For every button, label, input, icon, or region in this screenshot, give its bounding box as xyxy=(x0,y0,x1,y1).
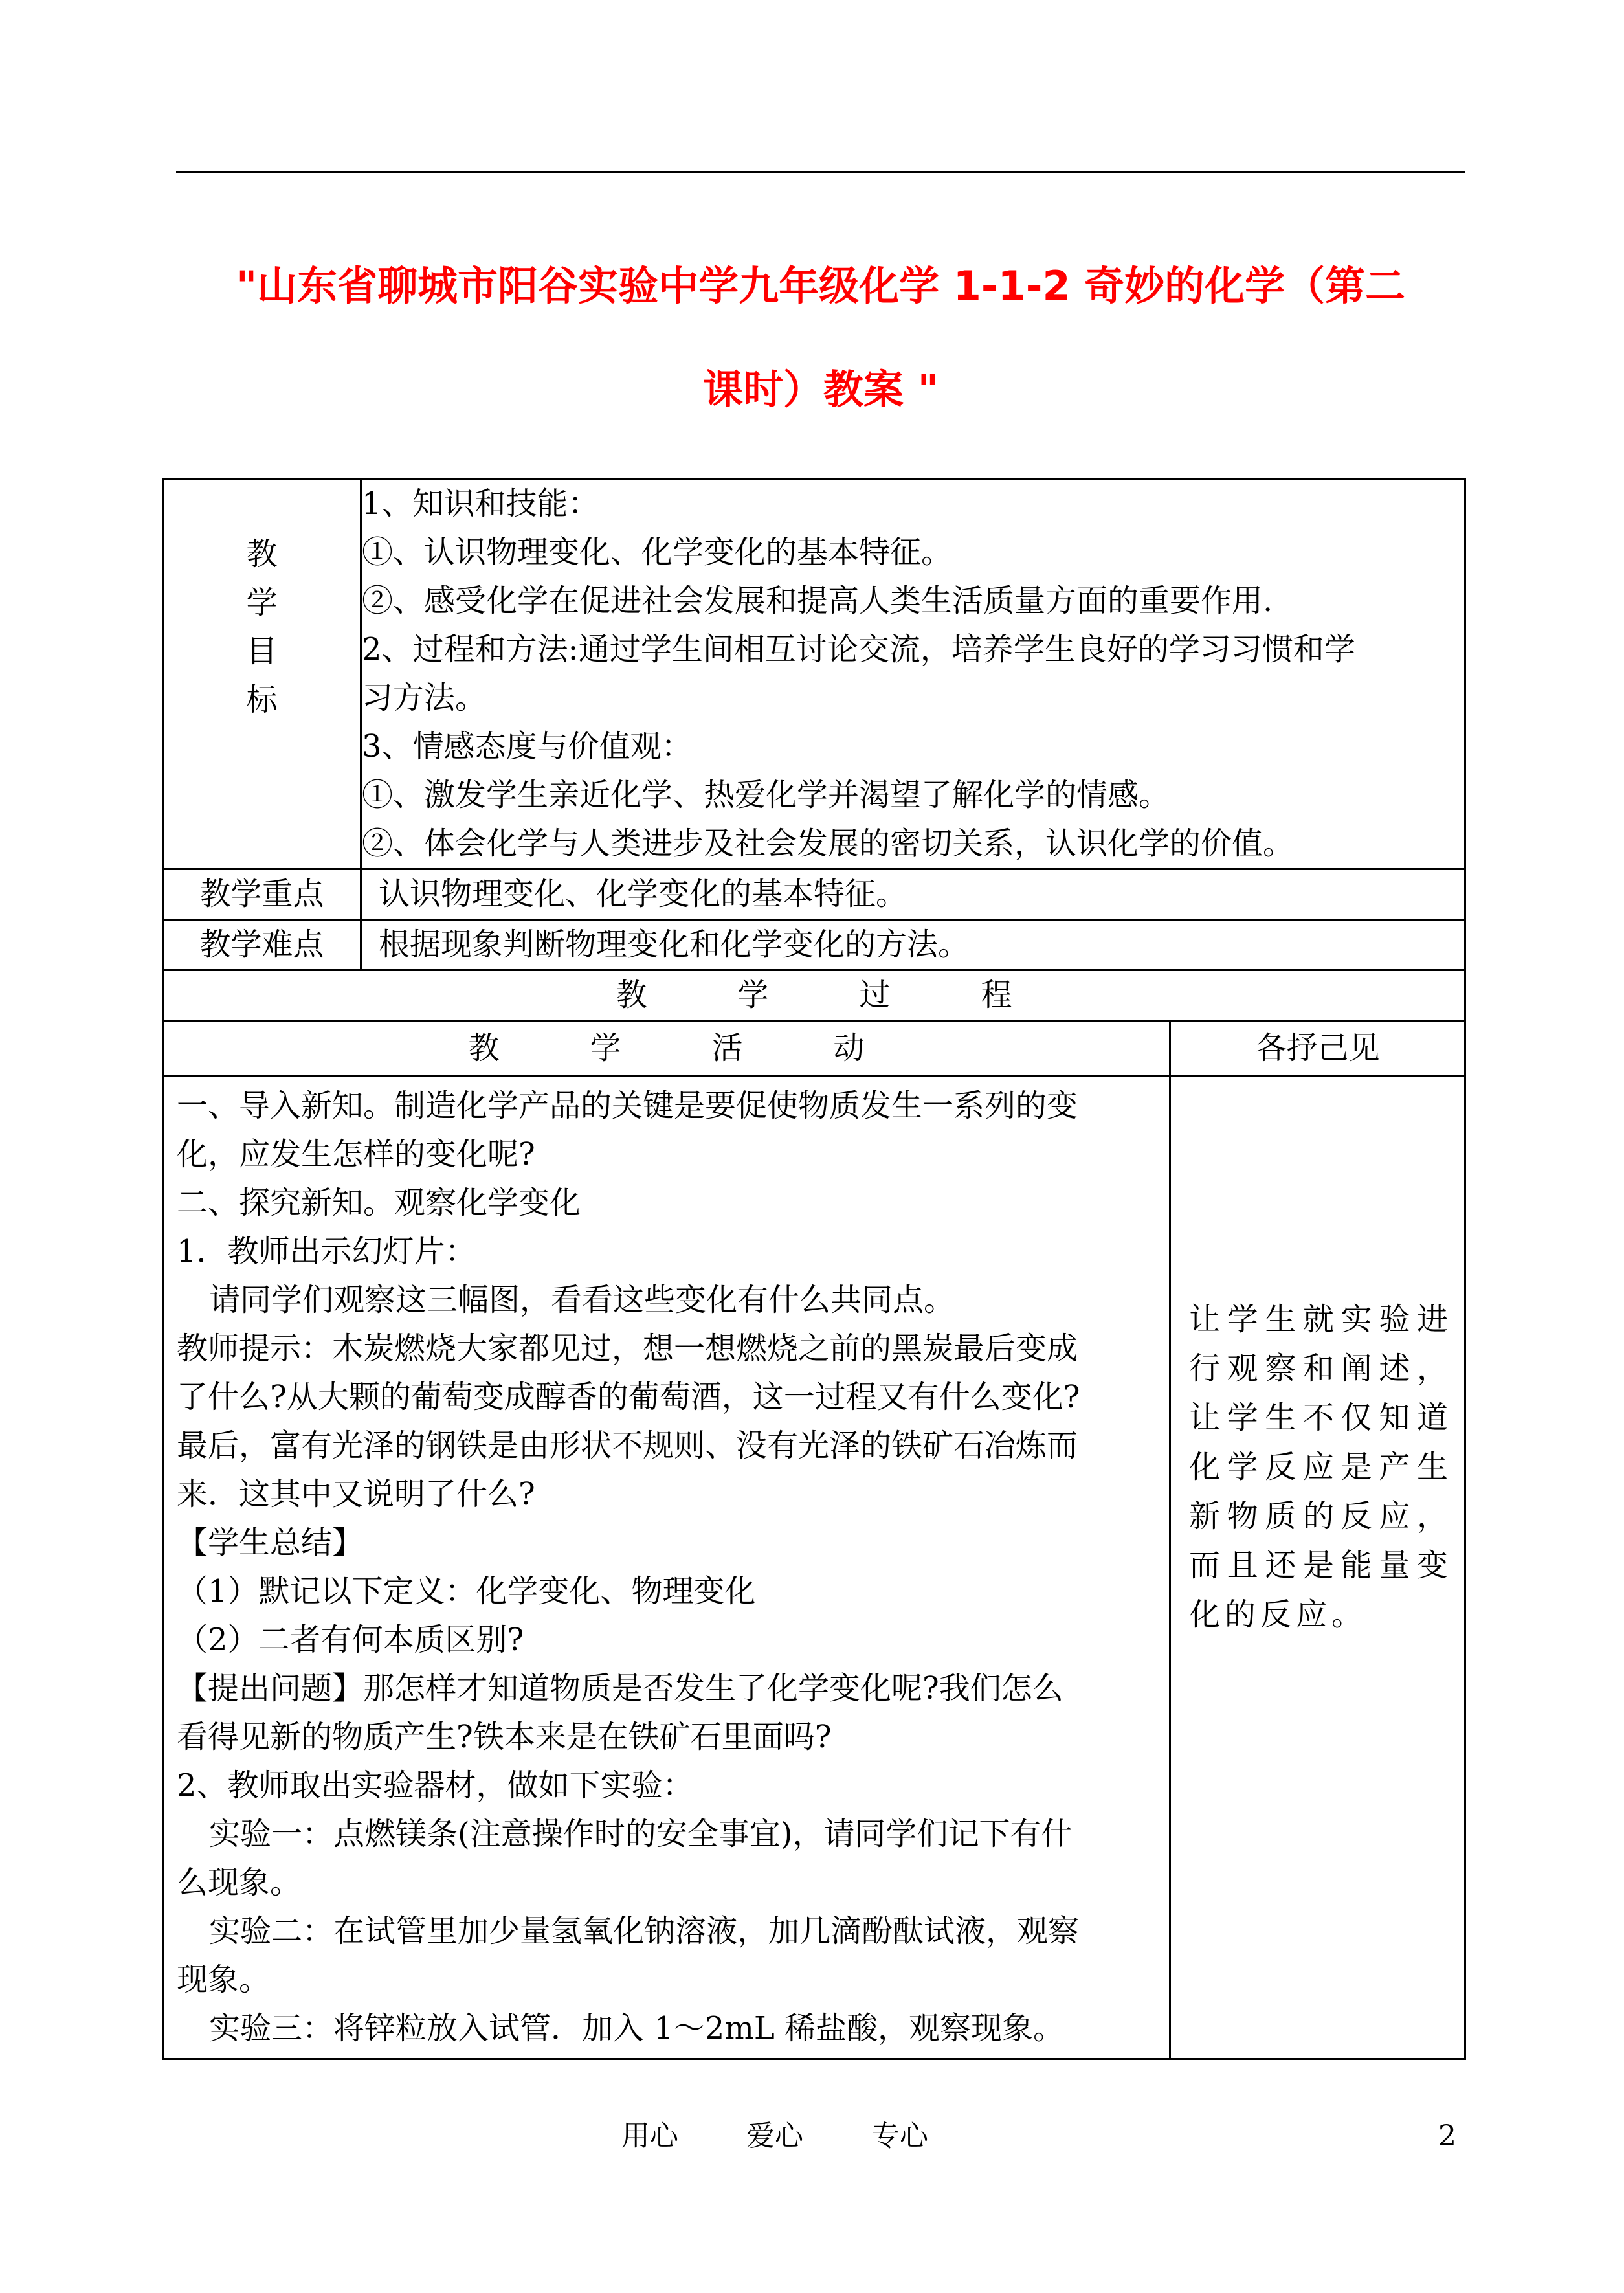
activity-header-char: 教 xyxy=(468,1030,500,1066)
goals-label-char: 标 xyxy=(246,682,278,718)
page-footer xyxy=(0,2110,1624,2162)
activity-line: 教师提示：木炭燃烧大家都见过，想一想燃烧之前的黑炭最后变成 xyxy=(177,1330,1078,1367)
activity-line: 实验二：在试管里加少量氢氧化钠溶液，加几滴酚酞试液，观察 xyxy=(209,1913,1080,1949)
activity-line: 看得见新的物质产生?铁本来是在铁矿石里面吗? xyxy=(177,1719,832,1755)
activity-header-char: 活 xyxy=(711,1030,743,1066)
key-point-label: 教学重点 xyxy=(163,869,361,920)
document-title xyxy=(176,234,1465,442)
header-rule xyxy=(176,171,1465,173)
activity-line: 了什么?从大颗的葡萄变成醇香的葡萄酒，这一过程又有什么变化? xyxy=(177,1379,1080,1415)
activity-header-row xyxy=(163,1021,1465,1076)
footer-motto-word: 用心 xyxy=(621,2120,678,2153)
footer-motto-word: 专心 xyxy=(871,2120,928,2153)
opinion-note: 让学生就实验进行观察和阐述，让学生不仅知道化学反应是产生新物质的反应，而且还是能量变化的反应。 xyxy=(1189,1301,1452,1633)
process-header-char: 程 xyxy=(981,977,1012,1013)
goal-line: 习方法。 xyxy=(362,680,487,716)
activity-line: 来．这其中又说明了什么? xyxy=(177,1476,535,1512)
opinion-header: 各抒己见 xyxy=(1170,1021,1465,1076)
goals-label xyxy=(163,479,361,869)
activity-header-char: 动 xyxy=(833,1030,865,1066)
activity-line: 【学生总结】 xyxy=(177,1525,364,1561)
goal-line: ①、认识物理变化、化学变化的基本特征。 xyxy=(362,534,953,570)
activity-line: 实验三：将锌粒放入试管．加入 1～2mL 稀盐酸，观察现象。 xyxy=(209,2010,1064,2046)
goal-line: 2、过程和方法:通过学生间相互讨论交流，培养学生良好的学习习惯和学 xyxy=(362,631,1355,667)
process-header-char: 学 xyxy=(737,977,769,1013)
process-header xyxy=(163,970,1465,1021)
goals-label-char: 教 xyxy=(246,536,278,572)
activity-line: 一、导入新知。制造化学产品的关键是要促使物质发生一系列的变 xyxy=(177,1088,1078,1124)
goals-content xyxy=(361,479,1465,869)
difficult-point-value: 根据现象判断物理变化和化学变化的方法。 xyxy=(361,920,1465,970)
activity-line: 最后，富有光泽的钢铁是由形状不规则、没有光泽的铁矿石冶炼而 xyxy=(177,1427,1078,1464)
goal-line: ②、体会化学与人类进步及社会发展的密切关系，认识化学的价值。 xyxy=(362,825,1295,862)
page-number: 2 xyxy=(1438,2120,1456,2153)
goals-label-char: 学 xyxy=(246,585,278,621)
title-line-2: 课时）教案 " xyxy=(703,366,939,413)
opinion-note-cell xyxy=(1170,1076,1465,2059)
activity-content xyxy=(163,1076,1170,2059)
activity-line: 实验一：点燃镁条(注意操作时的安全事宜)，请同学们记下有什 xyxy=(209,1816,1073,1852)
footer-motto xyxy=(621,2110,996,2162)
activity-line: 请同学们观察这三幅图，看看这些变化有什么共同点。 xyxy=(209,1282,955,1318)
activity-line: （2）二者有何本质区别? xyxy=(177,1622,524,1658)
activity-line: 么现象。 xyxy=(177,1864,302,1901)
process-header-char: 教 xyxy=(616,977,647,1013)
activity-line: 现象。 xyxy=(177,1962,271,1998)
activity-line: 【提出问题】那怎样才知道物质是否发生了化学变化呢?我们怎么 xyxy=(177,1670,1063,1706)
lesson-plan-table xyxy=(162,478,1466,2060)
activity-line: 1．教师出示幻灯片： xyxy=(177,1233,476,1270)
title-line-1: "山东省聊城市阳谷实验中学九年级化学 1-1-2 奇妙的化学（第二 xyxy=(236,262,1406,309)
activity-body-row xyxy=(163,1076,1465,2059)
goal-line: 1、知识和技能： xyxy=(362,486,599,522)
goals-label-char: 目 xyxy=(246,633,278,669)
difficult-point-row xyxy=(163,920,1465,970)
activity-header-char: 学 xyxy=(590,1030,621,1066)
goal-line: ①、激发学生亲近化学、热爱化学并渴望了解化学的情感。 xyxy=(362,777,1170,813)
activity-line: 2、教师取出实验器材，做如下实验： xyxy=(177,1767,694,1804)
key-point-row xyxy=(163,869,1465,920)
goal-line: 3、情感态度与价值观： xyxy=(362,728,693,765)
activity-line: 二、探究新知。观察化学变化 xyxy=(177,1185,581,1221)
difficult-point-label: 教学难点 xyxy=(163,920,361,970)
process-header-row xyxy=(163,970,1465,1021)
goal-line: ②、感受化学在促进社会发展和提高人类生活质量方面的重要作用. xyxy=(362,583,1273,619)
goals-row xyxy=(163,479,1465,869)
key-point-value: 认识物理变化、化学变化的基本特征。 xyxy=(361,869,1465,920)
activity-header xyxy=(163,1021,1170,1076)
process-header-char: 过 xyxy=(859,977,891,1013)
activity-line: （1）默记以下定义：化学变化、物理变化 xyxy=(177,1573,756,1609)
activity-line: 化，应发生怎样的变化呢? xyxy=(177,1136,535,1172)
footer-motto-word: 爱心 xyxy=(746,2120,803,2153)
